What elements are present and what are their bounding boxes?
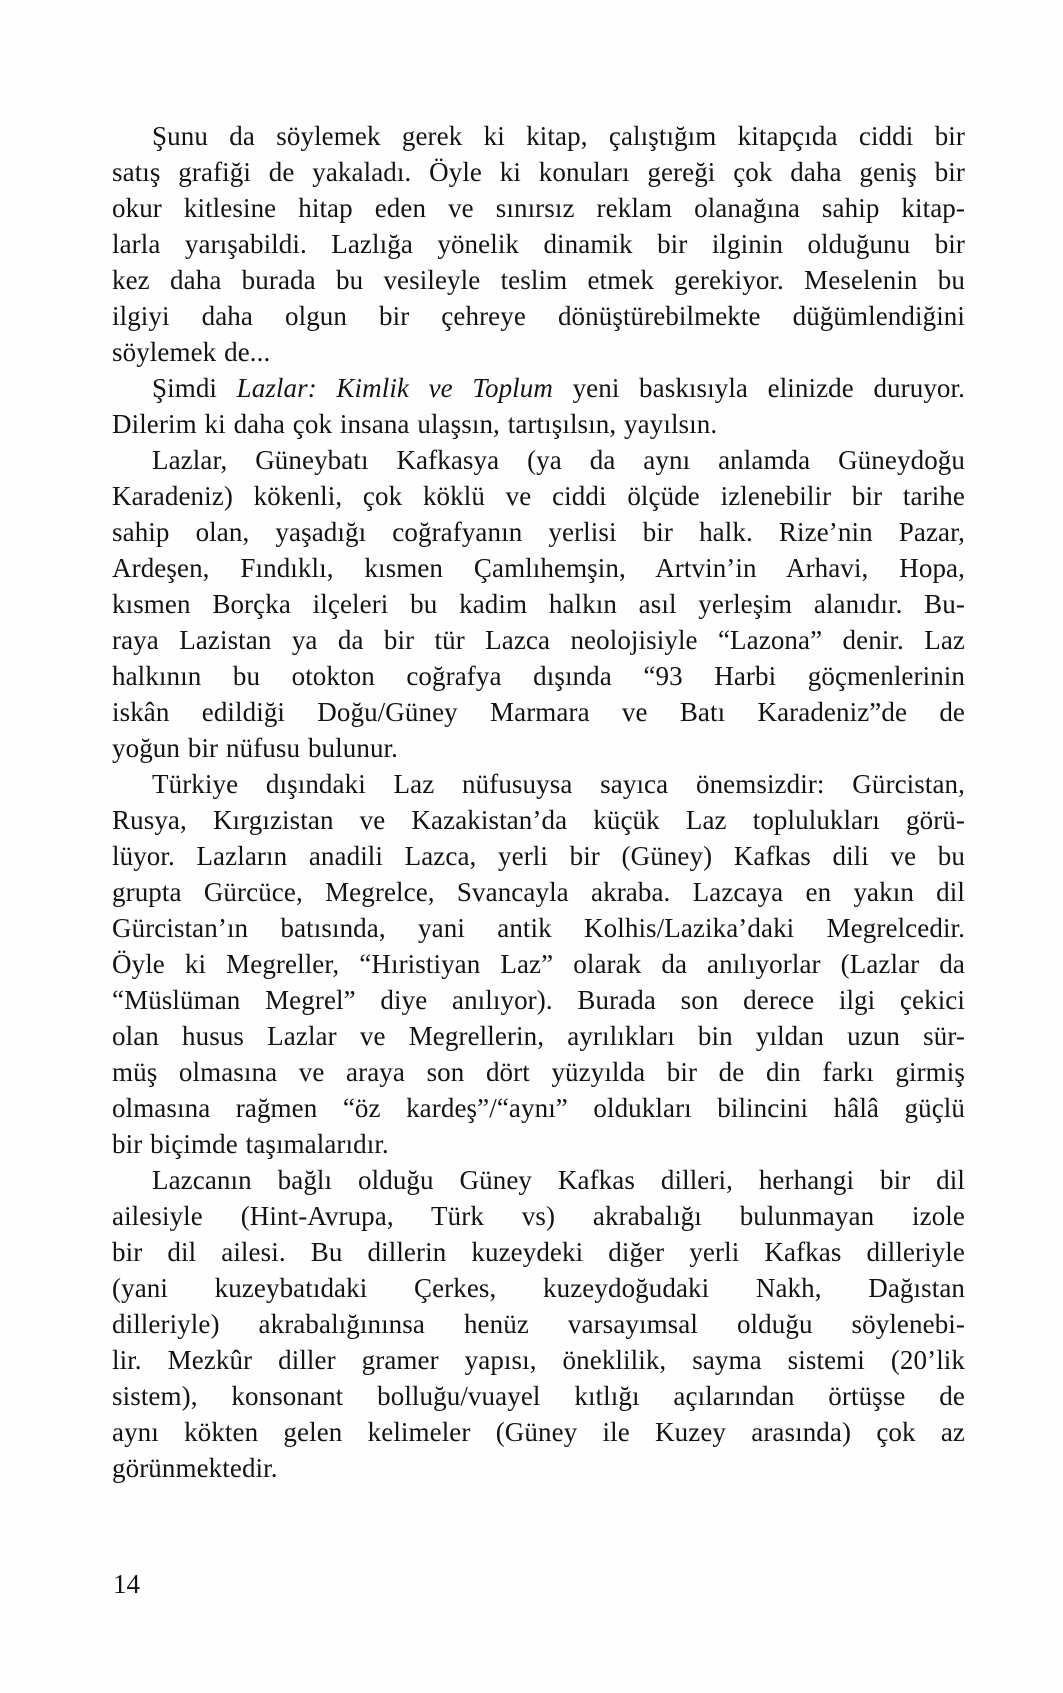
text-line: aynı kökten gelen kelimeler (Güney ile Kuzey arasında) çok az bbox=[112, 1417, 965, 1447]
text-line: lüyor. Lazların anadili Lazca, yerli bir (Güney) Kafkas dili ve bu bbox=[112, 841, 965, 871]
paragraph bbox=[112, 370, 965, 442]
text-line: raya Lazistan ya da bir tür Lazca neolojisiyle “Lazona” denir. Laz bbox=[112, 625, 965, 655]
text-line: dilleriyle) akrabalığınınsa henüz varsayımsal olduğu söylenebi- bbox=[112, 1309, 965, 1339]
text-line: Şunu da söylemek gerek ki kitap, çalıştığım kitapçıda ciddi bir bbox=[152, 121, 965, 151]
paragraph bbox=[112, 1162, 965, 1486]
text-line: Lazlar, Güneybatı Kafkasya (ya da aynı anlamda Güneydoğu bbox=[152, 445, 965, 475]
text-line: larla yarışabildi. Lazlığa yönelik dinamik bir ilginin olduğunu bir bbox=[112, 229, 965, 259]
text-line: olmasına rağmen “öz kardeş”/“aynı” oldukları bilincini hâlâ güçlü bbox=[112, 1093, 965, 1123]
book-title-italic: Lazlar: Kimlik ve Toplum bbox=[236, 373, 553, 403]
paragraph bbox=[112, 442, 965, 766]
text-line: Karadeniz) kökenli, çok köklü ve ciddi ölçüde izlenebilir bir tarihe bbox=[112, 481, 965, 511]
text-line: (yani kuzeybatıdaki Çerkes, kuzeydoğudaki Nakh, Dağıstan bbox=[112, 1273, 965, 1303]
text-line: Türkiye dışındaki Laz nüfusuysa sayıca önemsizdir: Gürcistan, bbox=[152, 769, 965, 799]
text-line: grupta Gürcüce, Megrelce, Svancayla akraba. Lazcaya en yakın dil bbox=[112, 877, 965, 907]
text-line: kısmen Borçka ilçeleri bu kadim halkın asıl yerleşim alanıdır. Bu- bbox=[112, 589, 965, 619]
text-line: söylemek de... bbox=[112, 337, 271, 367]
text-line bbox=[112, 370, 965, 406]
body-text bbox=[112, 118, 965, 1486]
text-line: bir dil ailesi. Bu dillerin kuzeydeki diğer yerli Kafkas dilleriyle bbox=[112, 1237, 965, 1267]
text-line: halkının bu otokton coğrafya dışında “93 Harbi göçmenlerinin bbox=[112, 661, 965, 691]
text-line: Dilerim ki daha çok insana ulaşsın, tartışılsın, yayılsın. bbox=[112, 409, 718, 439]
text-line: olan husus Lazlar ve Megrellerin, ayrılıkları bin yıldan uzun sür- bbox=[112, 1021, 965, 1051]
text-line: Ardeşen, Fındıklı, kısmen Çamlıhemşin, Artvin’in Arhavi, Hopa, bbox=[112, 553, 965, 583]
text-segment: yeni baskısıyla elinizde duruyor. bbox=[552, 373, 965, 403]
text-line: Rusya, Kırgızistan ve Kazakistan’da küçük Laz toplulukları görü- bbox=[112, 805, 965, 835]
text-line: sahip olan, yaşadığı coğrafyanın yerlisi bir halk. Rize’nin Pazar, bbox=[112, 517, 965, 547]
text-line: bir biçimde taşımalarıdır. bbox=[112, 1129, 389, 1159]
text-line: ilgiyi daha olgun bir çehreye dönüştürebilmekte düğümlendiğini bbox=[112, 301, 965, 331]
page-number: 14 bbox=[113, 1569, 140, 1599]
text-line: yoğun bir nüfusu bulunur. bbox=[112, 733, 398, 763]
text-line: Gürcistan’ın batısında, yani antik Kolhis/Lazika’daki Megrelcedir. bbox=[112, 913, 965, 943]
text-line: Lazcanın bağlı olduğu Güney Kafkas dilleri, herhangi bir dil bbox=[152, 1165, 965, 1195]
text-line: müş olmasına ve araya son dört yüzyılda bir de din farkı girmiş bbox=[112, 1057, 965, 1087]
text-line: sistem), konsonant bolluğu/vuayel kıtlığı açılarından örtüşse de bbox=[112, 1381, 965, 1411]
text-line: “Müslüman Megrel” diye anılıyor). Burada son derece ilgi çekici bbox=[112, 985, 965, 1015]
text-line: iskân edildiği Doğu/Güney Marmara ve Batı Karadeniz”de de bbox=[112, 697, 965, 727]
text-line: ailesiyle (Hint-Avrupa, Türk vs) akrabalığı bulunmayan izole bbox=[112, 1201, 965, 1231]
text-line: kez daha burada bu vesileyle teslim etmek gerekiyor. Meselenin bu bbox=[112, 265, 965, 295]
text-segment: Şimdi bbox=[152, 373, 237, 403]
text-line: satış grafiği de yakaladı. Öyle ki konuları gereği çok daha geniş bir bbox=[112, 157, 965, 187]
text-line: lir. Mezkûr diller gramer yapısı, öneklilik, sayma sistemi (20’lik bbox=[112, 1345, 965, 1375]
paragraph bbox=[112, 118, 965, 370]
text-line: görünmektedir. bbox=[112, 1453, 278, 1483]
paragraph bbox=[112, 766, 965, 1162]
text-line: okur kitlesine hitap eden ve sınırsız reklam olanağına sahip kitap- bbox=[112, 193, 965, 223]
text-line: Öyle ki Megreller, “Hıristiyan Laz” olarak da anılıyorlar (Lazlar da bbox=[112, 949, 965, 979]
